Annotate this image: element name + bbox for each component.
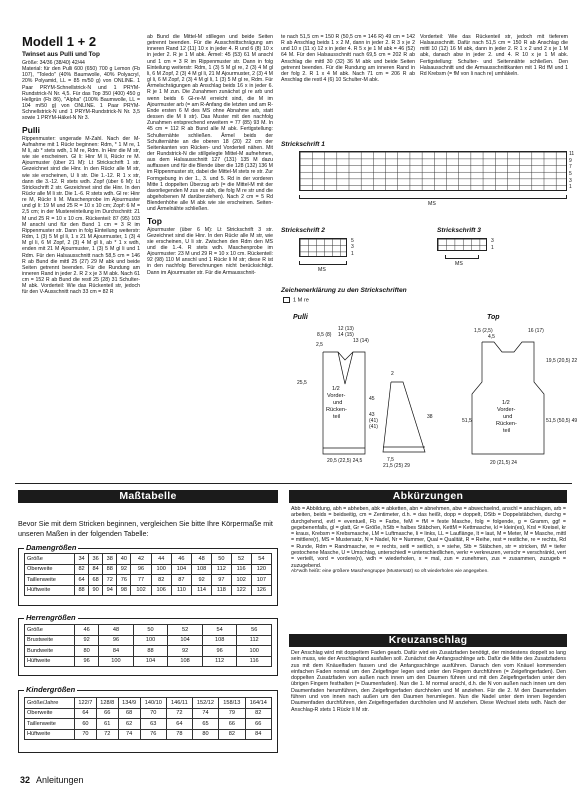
row-label: Oberweite — [25, 708, 75, 719]
table-cell: 108 — [202, 635, 237, 646]
pattern-column-2 — [147, 34, 273, 276]
top-part-label-2: Vorder- — [497, 407, 516, 413]
chart-2-ms-label: MS — [318, 267, 326, 273]
page-number: 32 — [20, 775, 31, 785]
row-label: Hüftweite — [25, 729, 75, 740]
pulli-heading: Pulli — [22, 124, 40, 135]
legend-box-icon — [283, 297, 290, 303]
table-cell: 112 — [237, 635, 272, 646]
chart-3-ms-bracket — [445, 255, 479, 259]
top-part-label-3: und — [503, 414, 513, 420]
table-cell: 66 — [96, 708, 118, 719]
chart-1-ms-bracket — [299, 195, 567, 199]
table-cell: 100 — [99, 656, 134, 667]
row-label: Oberweite — [25, 564, 75, 575]
table-cell: 100 — [237, 646, 272, 657]
row-label: Hüftweite — [25, 585, 75, 596]
pattern-column-3 — [281, 34, 415, 83]
top-measure-1: 1,5 (2,5) — [474, 328, 493, 334]
kinder-table-title: Kindergrößen — [26, 685, 76, 694]
table-cell: 64 — [75, 575, 89, 586]
table-cell: 72 — [103, 575, 117, 586]
table-row — [25, 708, 272, 719]
masstabelle-intro: Bevor Sie mit dem Stricken beginnen, vergleichen Sie bitte Ihre Körpermaße mit unseren Maßen in der folgenden Tabelle: — [18, 519, 273, 538]
table-row — [25, 656, 272, 667]
table-cell: 36 — [89, 554, 103, 565]
table-row — [25, 575, 272, 586]
table-cell: 118 — [212, 585, 231, 596]
damen-table-title: Damengrößen — [26, 543, 77, 552]
table-cell: 82 — [151, 575, 171, 586]
kreuzanschlag-text: Der Anschlag wird mit doppeltem Faden gearb. Dafür wird ein Zusatzfaden benötigt, der mindestens doppelt so lang sein muss, wie der Anschlagrand ausfallen soll. Zunächst die Anfangsschlinge arb. Dafür die Mitte des Zusatzfadens zus mit dem Knäuelfaden fassen und die Anfangsschlinge ausführen. Danach den vom Knäuel kommenden einfachen Faden nonnal um den Zeigefinger legen und unter den Fingern durchführen (= Zeigefingerfaden). Den doppelten Zusatzfaden von außen nach innen um den Daumen führen und mit den Zeigefingerfaden unter den übrigen Fingern festhalten (= Daumenfaden). Nun die 1. M normal anschl, d.h. die N von außen nach innen um den Daumenfaden herumführen, den Zeigefingerfaden durchholen und M anziehen. Für die 2. M den Daumenfaden führen und von innen nach außen um den Daumen herumlegen. Nun die Nadel unter dem innen liegenden Daumenfaden durchführen, den Zeigefingerfaden durchholen und M anziehen. Diese Wechsel stets wdh. Nach der Anschlag-R stets 1 Rückr li M str. — [291, 650, 566, 713]
row-label: Taillenweite — [25, 719, 75, 730]
table-cell: 68 — [118, 708, 140, 719]
table-row — [25, 585, 272, 596]
table-cell: 96 — [75, 656, 99, 667]
table-cell: 102 — [231, 575, 251, 586]
model-subtitle: Twinset aus Pulli und Top — [22, 51, 100, 58]
top-instructions: Ajourmuster (über 6 M): Lt Strickschrift 3 str. Gezeichnet sind die Hinr. In den Rückr alle M str, wie sie erscheinen, U li str. Zwischen den Rdm den MS und die 1.-4. R stets wdh. Maschenprobe im Ajourmuster: 23 M und 29 R = 10 x 10 cm. Rückenteil: 92 (98) 110 M anschl und 1 Rückr li M str; diese R ist in den nachfolg Berechnungen nicht berücksichtigt. Dann im Ajourmuster str. Für die Armausschnit- — [147, 226, 273, 276]
table-cell: 80 — [75, 646, 99, 657]
top-part-label-5: teil — [503, 428, 511, 434]
row-label: Bundweite — [25, 646, 75, 657]
chart-row-number: 5 — [351, 238, 354, 244]
table-cell: 104 — [171, 564, 191, 575]
kinder-size-table — [24, 697, 272, 740]
table-cell: 44 — [151, 554, 171, 565]
table-cell: 82 — [245, 708, 271, 719]
row-label: Brustweite — [25, 635, 75, 646]
pulli-diagram-label: Pulli — [293, 314, 308, 321]
table-cell: 38 — [103, 554, 117, 565]
pulli-part-label-2: Vorder- — [327, 393, 346, 399]
pulli-neck-measure: 2,5 — [316, 342, 323, 348]
model-title: Modell 1 + 2 — [22, 34, 97, 49]
row-label: Größe — [25, 625, 75, 636]
table-cell: 46 — [171, 554, 191, 565]
chart-row-number: 3 — [569, 177, 572, 184]
table-cell: 48 — [99, 625, 134, 636]
pulli-measure-top-2: 12 (13) — [338, 326, 354, 332]
table-cell: 54 — [202, 625, 237, 636]
table-row — [25, 625, 272, 636]
pulli-side-total: 45 — [369, 396, 375, 402]
top-measure-4: 19,5 (20,5) 22 — [546, 358, 578, 364]
table-cell: 102 — [131, 585, 151, 596]
table-cell: 88 — [75, 585, 89, 596]
pulli-side-h1: 43 — [369, 412, 375, 418]
abkuerzungen-text-block — [291, 506, 566, 575]
pulli-part-label-4: Rücken- — [326, 407, 347, 413]
table-cell: 100 — [133, 635, 168, 646]
table-cell: 74 — [192, 708, 218, 719]
table-cell: 64 — [75, 708, 97, 719]
table-cell: 92 — [117, 564, 131, 575]
footer-section: Anleitungen — [36, 775, 84, 785]
pulli-measure-top-3: 14 (15) — [338, 332, 354, 338]
table-row — [25, 729, 272, 740]
table-cell: 128/8 — [96, 698, 118, 709]
top-heading: Top — [147, 215, 162, 226]
table-row — [25, 719, 272, 730]
row-label: Taillenweite — [25, 575, 75, 586]
pulli-sleeve-top-measure: 2 — [391, 371, 394, 377]
table-cell: 88 — [103, 564, 117, 575]
table-cell: 60 — [75, 719, 97, 730]
table-cell: 48 — [192, 554, 212, 565]
table-cell: 104 — [168, 635, 203, 646]
table-cell: 100 — [151, 564, 171, 575]
top-side-height: 51,5 — [462, 418, 472, 424]
pulli-bottom-width: 20,5 (22,5) 24,5 — [327, 458, 363, 464]
table-cell: 107 — [251, 575, 271, 586]
table-cell: 122 — [231, 585, 251, 596]
top-bottom-width: 20 (21,5) 24 — [490, 460, 517, 466]
pulli-body-outline — [323, 352, 365, 454]
table-cell: 146/11 — [166, 698, 192, 709]
table-cell: 50 — [133, 625, 168, 636]
table-cell: 76 — [117, 575, 131, 586]
pulli-sleeve-body: 38 — [427, 414, 433, 420]
table-cell: 50 — [212, 554, 231, 565]
table-cell: 70 — [75, 729, 97, 740]
table-cell: 64 — [166, 719, 192, 730]
top-body-outline — [472, 342, 544, 454]
table-cell: 110 — [171, 585, 191, 596]
table-cell: 108 — [168, 656, 203, 667]
legend-item-label: 1 M re — [293, 297, 309, 304]
table-cell: 46 — [75, 625, 99, 636]
chart-row-number: 3 — [491, 238, 494, 244]
table-cell: 84 — [99, 646, 134, 657]
kreuzanschlag-text-block — [291, 650, 566, 713]
table-cell: 54 — [251, 554, 271, 565]
table-cell: 66 — [245, 719, 271, 730]
table-cell: 116 — [237, 656, 272, 667]
chart-3-grid — [437, 238, 487, 251]
masstabelle-banner: Maßtabelle — [18, 490, 278, 503]
top-measure-3: 16 (17) — [528, 328, 544, 334]
table-cell: 90 — [89, 585, 103, 596]
table-cell: 106 — [151, 585, 171, 596]
table-cell: 72 — [166, 708, 192, 719]
table-cell: 92 — [168, 646, 203, 657]
pulli-sleeve-cap-measure: 25,5 — [297, 380, 307, 386]
abkuerzungen-note: Ab*wdh heißt: eine größere Maschengruppe (Mustersatz) so oft wiederholen wie angegeben. — [291, 568, 489, 574]
chart-row-number: 5 — [569, 171, 572, 177]
table-cell: 96 — [202, 646, 237, 657]
chart-row-number: 1 — [491, 244, 494, 251]
table-cell: 34 — [75, 554, 89, 565]
top-front-instructions: Vorderteil: Wie das Rückenteil str, jedoch mit tieferem Halsausschnitt. Dafür nach 51,5 cm = 150 R ab Anschlag die mittl 10 (12) 16 M abk, dann in jeder 2. R 1 x 2 und 2 x je 1 M abk, danach abw in jeder 2. und 4. R 10 x je 1 M abk. Fertigstellung: Schulter- und Seitennähte schließen. Den Halsausschnitt und die Armausschnittkanten mit 1 Rd fM und 1 Rd Krebsm (= fM von li nach re) umhäkeln. — [420, 34, 568, 77]
abkuerzungen-banner: Abkürzungen — [289, 490, 567, 503]
table-cell: 66 — [219, 719, 245, 730]
table-row — [25, 646, 272, 657]
table-cell: 92 — [75, 635, 99, 646]
pulli-side-h3: (41) — [369, 424, 378, 430]
pulli-measure-top-4: 13 (14) — [353, 338, 369, 344]
table-cell: 108 — [192, 564, 212, 575]
table-cell: 52 — [231, 554, 251, 565]
chart-row-number: 3 — [351, 244, 354, 251]
table-cell: 126 — [251, 585, 271, 596]
table-cell: 70 — [140, 708, 166, 719]
table-cell: 84 — [245, 729, 271, 740]
pulli-sleeve-outline — [383, 382, 425, 452]
pulli-part-label-1: 1/2 — [332, 386, 340, 392]
table-cell: 79 — [219, 708, 245, 719]
chart-1-ms-label: MS — [428, 201, 436, 207]
table-cell: 62 — [118, 719, 140, 730]
herren-size-table — [24, 624, 272, 667]
table-row — [25, 698, 272, 709]
table-cell: 116 — [231, 564, 251, 575]
pulli-part-label-5: teil — [333, 414, 341, 420]
pattern-column-4 — [420, 34, 568, 77]
table-cell: 77 — [131, 575, 151, 586]
material-text: Material: für den Pulli 600 (650) 700 g Lemon (Fb 107), "Toledo" (40% Baumwolle, 40% Polyacryl, 20% Polyamid, LL = 85 m/50 g) von ONLINE. 1 Paar PRYM-Schnellstrick-N und 1 PRYM-Rundstrick-N Nr. 4,5. Für das Top 350 (400) 450 g Hellgrün (Fb 86), "Alpha" (100% Baumwolle, LL = 104 m/50 g) von ONLINE. 1 Paar PRYM-Schnellstrick-N und 1 PRYM-Rundstrick-N Nr. 3,5 sowie 1 PRYM-Häkel-N Nr 3. — [22, 66, 140, 122]
table-cell: 114 — [192, 585, 212, 596]
top-schematic — [462, 322, 578, 470]
table-cell: 56 — [237, 625, 272, 636]
chart-row-number: 9 — [569, 157, 572, 164]
table-cell: 94 — [103, 585, 117, 596]
pulli-instructions: Rippenmuster: ungerade M-Zahl. Nach der M-Aufnahme mit 1 Rückr beginnen: Rdm, * 1 M re, 1 M li, ab * stets wdh, 1 M re, Rdm. In Hinr die M str, wie sie erscheinen. Gl li: Hinr M li, Rückr re M. Ajourmuster (über 21 M): Lt Strickschrift 1 str. Gezeichnet sind die Hinr. In den Rückr alle M str, wie sie erscheinen, U li str. Die 1.-12. R 1 x str, dann die 3.-12. R stets wdh. Zopf (über 6 M): Lt Strickschrift 2 str. Gezeichnet sind die Hinr. In den Rückr alle M li str. Die 1.-6. R stets wdh. Gl re: Hinr re M, Rückr li M. Maschenprobe im Ajourmuster und gl li: 19 M und 25 R = 10 x 10 cm; Zopf: 6 M = 2,5 cm; in der Mustereinteilung im Durchschnitt: 21 M und 25 R = 10 x 10 cm. Rückenteil: 87 (95) 103 M anschl und für den Bund 1 cm = 3 R im Rippenmuster str. Dann in folg Einteilung weiterstr: Rdm, 1 (3) 5 M gl li, 1 x 21 M Ajourmuster, 1 (3) 4 M gl li, 6 M Zopf, 2 (3) 4 M gl li, ab * 1 x wdh, enden mit 21 M Ajourmuster, 1 (3) 5 M gl li und 1 Rdm. Für den Halsausschnitt nach 58,5 cm = 146 R ab Bund die mittl 25 (27) 29 M abk und beide Seiten getrennt beenden. Für die Rundung am inneren Rand in jeder 2. R 2 x je 3 M abk. Nach 61 cm = 152 R ab Bund die restl 25 (28) 31 Schulter-M abk. Vorderteil: Wie das Rückenteil str, jedoch für den V-Ausschnitt nach 33 cm = 82 R — [22, 135, 140, 296]
row-label: Größe — [25, 554, 75, 565]
top-measure-2: 4,5 — [488, 334, 495, 340]
table-cell: 88 — [133, 646, 168, 657]
table-cell: 122/7 — [75, 698, 97, 709]
table-cell: 72 — [96, 729, 118, 740]
table-cell: 63 — [140, 719, 166, 730]
table-cell: 92 — [192, 575, 212, 586]
table-cell: 98 — [117, 585, 131, 596]
legend-title: Zeichenerklärung zu den Strickschriften — [281, 287, 407, 294]
pulli-side-h2: (41) — [369, 418, 378, 424]
pulli-part-label-3: und — [333, 400, 343, 406]
table-cell: 112 — [202, 656, 237, 667]
pulli-measure-top-1: 8,5 (8) — [317, 332, 332, 338]
pulli-schematic — [283, 322, 463, 470]
table-cell: 65 — [192, 719, 218, 730]
table-cell: 74 — [118, 729, 140, 740]
top-part-label-4: Rücken- — [496, 421, 517, 427]
chart-1-grid — [299, 151, 567, 191]
table-cell: 68 — [89, 575, 103, 586]
table-cell: 140/10 — [140, 698, 166, 709]
page-footer — [20, 775, 84, 785]
chart-row-number: 1 — [351, 250, 354, 257]
legend-item — [283, 297, 309, 303]
top-side-height-2: 51,5 (50,5) 49 — [546, 418, 578, 424]
table-cell: 84 — [89, 564, 103, 575]
table-cell: 42 — [131, 554, 151, 565]
top-instructions-cont: te nach 51,5 cm = 150 R (50,5 cm = 146 R) 49 cm = 142 R ab Anschlag beids 1 x 2 M, dann in jeder 2. R 3 x je 2 und 10 x (11 x) 12 x in jeder 4. R 5 x je 1 M abk = 46 (52) 64 M. Für den Halsausschnitt nach 69,5 cm = 202 R ab Anschlag die mittl 30 (32) 36 M abk und beide Seiten getrennt beenden. Für die Rundung am inneren Rand in der folg 2. R 1 x 4 M abk. Nach 71 cm = 206 R ab Anschlag die restl 4 (6) 10 Schulter-M abk. — [281, 34, 415, 84]
table-cell: 164/14 — [245, 698, 271, 709]
damen-size-table — [24, 553, 272, 596]
table-row — [25, 554, 272, 565]
table-cell: 97 — [212, 575, 231, 586]
chart-2-grid — [299, 238, 347, 257]
table-cell: 82 — [75, 564, 89, 575]
chart-3-ms-label: MS — [455, 261, 463, 267]
herren-table-title: Herrengrößen — [26, 613, 76, 622]
table-cell: 152/12 — [192, 698, 218, 709]
pulli-bottom-side-1: 7,5 — [387, 457, 394, 463]
table-cell: 52 — [168, 625, 203, 636]
table-cell: 82 — [219, 729, 245, 740]
row-label: Größe/Jahre — [25, 698, 75, 709]
chart-3-title: Strickschrift 3 — [437, 227, 481, 234]
table-cell: 112 — [212, 564, 231, 575]
pulli-neck-outline — [338, 352, 353, 384]
table-cell: 76 — [140, 729, 166, 740]
table-cell: 120 — [251, 564, 271, 575]
table-cell: 104 — [133, 656, 168, 667]
table-cell: 80 — [192, 729, 218, 740]
table-cell: 96 — [99, 635, 134, 646]
chart-row-number: 7 — [569, 164, 572, 171]
table-cell: 96 — [131, 564, 151, 575]
pulli-sleeve-width: 21,5 (25) 29 — [383, 463, 410, 469]
top-part-label-1: 1/2 — [502, 400, 510, 406]
table-cell: 87 — [171, 575, 191, 586]
section-divider — [15, 483, 572, 484]
chart-row-number: 1 — [569, 184, 572, 191]
pulli-instructions-cont: ab Bund die Mittel-M stillegen und beide Seiten getrennt beenden. Für die Ausschnittschrägung am inneren Rand 12 (11) 10 x in jeder 4. R und 6 (8) 10 x in jeder 2. R je 1 M abk. Ärmel: 45 (53) 61 M anschl und 1 cm = 3 R im Rippenmuster str. Dann in folg Einteilung weiterstr: Rdm, 1 (3) 5 M gl re, 2 (3) 4 M gl li, 6 M Zopf, 2 (3) 4 M gl li, 21 M Ajourmuster, 2 (3) 4 M gl li, 6 M Zopf, 2 (3) 4 M gl li, 1 (3) 5 M gl re, Rdm. Für Ärmelschrägungen ab Anschlag beids 16 x in jeder 6. R je 1 M zun. Die Zunahmen zunächst gl re arb und wenn beids 6 Gl-re-M erreicht sind, die M im Ajourmuster arb (= am R-Anfang die letzten und am R-Ende ersten 6 M des MS ohne Abnahme arb, statt dessen die M li str). Das Muster mit den nachfolg Zunahmen entsprechend erweitern = 77 (85) 93 M. In 45 cm = 112 R ab Bund alle M abk. Fertigstellung: Schulternähte schließen. Ärmel beids der Schulternähte an die oberen 18 (20) 22 cm der Seitenkanten von Rücken- und Vorderteil nähen. Mit der Rundstrick-N die stillgelegte Mittel-M aufnehmen, aus dem Halsausschnitt 127 (131) 135 M dazu auffassen und für die Blende über die 128 (132) 136 M im Rippenmuster str, dabei die Mittel-M stets re str. Zur Formgebung in der 1., 3. und 5. Rd in der vorderen Mitte 1 doppelten Überzug arb (= die Mittel-M mit der davorliegenden M zus re abh, die folg M re str und die abgehobenen M darüberziehen). Nach 2 cm = 5 Rd Blendenhöhe alle M abk wie sie erscheinen. Seiten- und Ärmelnähte schließen. — [147, 34, 273, 213]
table-row — [25, 635, 272, 646]
table-cell: 134/9 — [118, 698, 140, 709]
chart-1-title: Strickschrift 1 — [281, 141, 325, 148]
chart-2-ms-bracket — [299, 261, 347, 265]
chart-2-title: Strickschrift 2 — [281, 227, 325, 234]
abkuerzungen-text: Abb = Abbildung, abh = abheben, abk = abketten, abn = abnehmen, abw = abwechselnd, anschl = anschlagen, arb = arbeiten, beids = beidseitig, cm = Zentimeter, d.h. = das heißt, dopp = doppelt, DStb = Doppelstäbchen, durchg = durchgehend, evtl = eventuell, Fb = Farbe, feM = fM = feste Masche, folg = folgende, g = Gramm, ggf = gegebenenfalls, gl = glatt, Gr = Größe, hStb = halbes Stäbchen, KettM = Kettmasche, kl = klein(es), Krsl = Kreisel, kr = kraus, Krebsm = Krebsmasche, LM = Luftmasche, li = links, LL = Lauflänge, lt = laut, M = Meter, M = Masche, mittl = mittlere(r), MS = Mustersatz, N = Nadel, Nr = Nummer, Qual = Qualität, R = Reihe, rest = restliche, re = rechts, Rd = Runde, Rdm = Randmasche, re = rechts, seitl = seitlich, s = siehe, Stb = Stäbchen, str = stricken, tM = tiefer gestochene Masche, U = Umschlag, unterschiedl = unterschiedlichen, verkr = verkreuzen, verschr = verschränkt, vert = verteilt, vord = vordere(n), wdh = wiederholen, x = mal, zun = zunehmen, zus = zusammen, zuzugeb = zuzugebend. — [291, 506, 566, 569]
row-label: Hüftweite — [25, 656, 75, 667]
size-line: Größe: 34/36 (38/40) 42/44 — [22, 60, 85, 66]
table-row — [25, 564, 272, 575]
top-diagram-label: Top — [487, 314, 500, 321]
kreuzanschlag-banner: Kreuzanschlag — [289, 634, 567, 647]
table-cell: 78 — [166, 729, 192, 740]
chart-row-number: 11 — [569, 151, 575, 157]
table-cell: 61 — [96, 719, 118, 730]
table-cell: 158/13 — [219, 698, 245, 709]
pattern-column-1 — [22, 34, 140, 296]
table-cell: 40 — [117, 554, 131, 565]
